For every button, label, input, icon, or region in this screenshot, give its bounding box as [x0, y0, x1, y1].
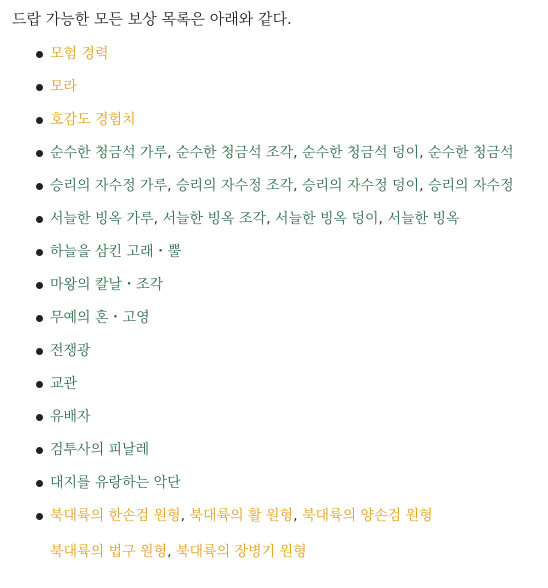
reward-item-text: 순수한 청금석 덩이	[302, 145, 420, 161]
reward-item-text: 승리의 자수정 조각	[176, 178, 294, 194]
separator: ,	[266, 211, 275, 227]
reward-item-text: 순수한 청금석 가루	[50, 145, 168, 161]
reward-item-text: 승리의 자수정 덩이	[302, 178, 420, 194]
bullet-icon	[36, 183, 43, 190]
reward-item-text: 순수한 청금석 조각	[176, 145, 294, 161]
reward-item-text: 마왕의 칼날・조각	[50, 277, 164, 293]
separator: ,	[419, 178, 428, 194]
bullet-icon	[36, 150, 43, 157]
list-item	[0, 38, 548, 71]
reward-item-text: 서늘한 빙옥 가루	[50, 211, 154, 227]
bullet-icon	[36, 117, 43, 124]
list-item	[0, 269, 548, 302]
reward-item-text: 교관	[50, 376, 78, 392]
reward-item-text: 하늘을 삼킨 고래・뿔	[50, 244, 182, 260]
separator: ,	[167, 544, 176, 560]
reward-item-text: 유배자	[50, 409, 91, 425]
reward-item-text: 무예의 혼・고영	[50, 310, 150, 326]
reward-item-link[interactable]: 북대륙의 활 원형	[189, 508, 294, 524]
separator: ,	[293, 145, 302, 161]
reward-item-text: 전쟁광	[50, 343, 91, 359]
list-item	[0, 401, 548, 434]
reward-item-link[interactable]: 모라	[50, 79, 78, 95]
bullet-icon	[36, 315, 43, 322]
list-item	[0, 434, 548, 467]
intro-text: 드랍 가능한 모든 보상 목록은 아래와 같다.	[12, 10, 292, 28]
separator: ,	[167, 178, 176, 194]
bullet-icon	[36, 84, 43, 91]
separator: ,	[180, 508, 190, 524]
list-item	[0, 71, 548, 104]
reward-list-continuation	[50, 541, 307, 563]
bullet-icon	[36, 513, 43, 520]
reward-item-text: 승리의 자수정 가루	[50, 178, 168, 194]
list-item	[0, 302, 548, 335]
bullet-icon	[36, 480, 43, 487]
reward-item-link[interactable]: 북대륙의 장병기 원형	[176, 544, 307, 560]
reward-item-text: 순수한 청금석	[428, 145, 514, 161]
separator: ,	[167, 145, 176, 161]
list-item	[0, 170, 548, 203]
reward-item-link[interactable]: 모험 경력	[50, 46, 109, 62]
reward-item-text: 검투사의 피날레	[50, 442, 150, 458]
bullet-icon	[36, 414, 43, 421]
bullet-icon	[36, 216, 43, 223]
list-item	[0, 236, 548, 269]
separator: ,	[153, 211, 163, 227]
reward-item-link[interactable]: 북대륙의 양손검 원형	[302, 508, 433, 524]
reward-item-link[interactable]: 북대륙의 한손검 원형	[50, 508, 181, 524]
separator: ,	[378, 211, 388, 227]
reward-item-link[interactable]: 북대륙의 법구 원형	[50, 544, 168, 560]
bullet-icon	[36, 282, 43, 289]
list-item	[0, 104, 548, 137]
separator: ,	[293, 508, 303, 524]
reward-item-text: 서늘한 빙옥	[387, 211, 460, 227]
reward-item-text: 서늘한 빙옥 조각	[162, 211, 267, 227]
bullet-icon	[36, 381, 43, 388]
list-item	[0, 368, 548, 401]
bullet-icon	[36, 249, 43, 256]
list-item	[0, 500, 548, 533]
bullet-icon	[36, 51, 43, 58]
reward-item-text: 서늘한 빙옥 덩이	[274, 211, 379, 227]
reward-item-link[interactable]: 호감도 경험치	[50, 112, 136, 128]
bullet-icon	[36, 348, 43, 355]
reward-list	[0, 38, 548, 533]
list-item	[0, 203, 548, 236]
list-item	[0, 137, 548, 170]
bullet-icon	[36, 447, 43, 454]
list-item	[0, 335, 548, 368]
separator: ,	[293, 178, 302, 194]
reward-item-text: 대지를 유랑하는 악단	[50, 475, 181, 491]
reward-item-text: 승리의 자수정	[428, 178, 514, 194]
list-item	[0, 467, 548, 500]
separator: ,	[419, 145, 428, 161]
